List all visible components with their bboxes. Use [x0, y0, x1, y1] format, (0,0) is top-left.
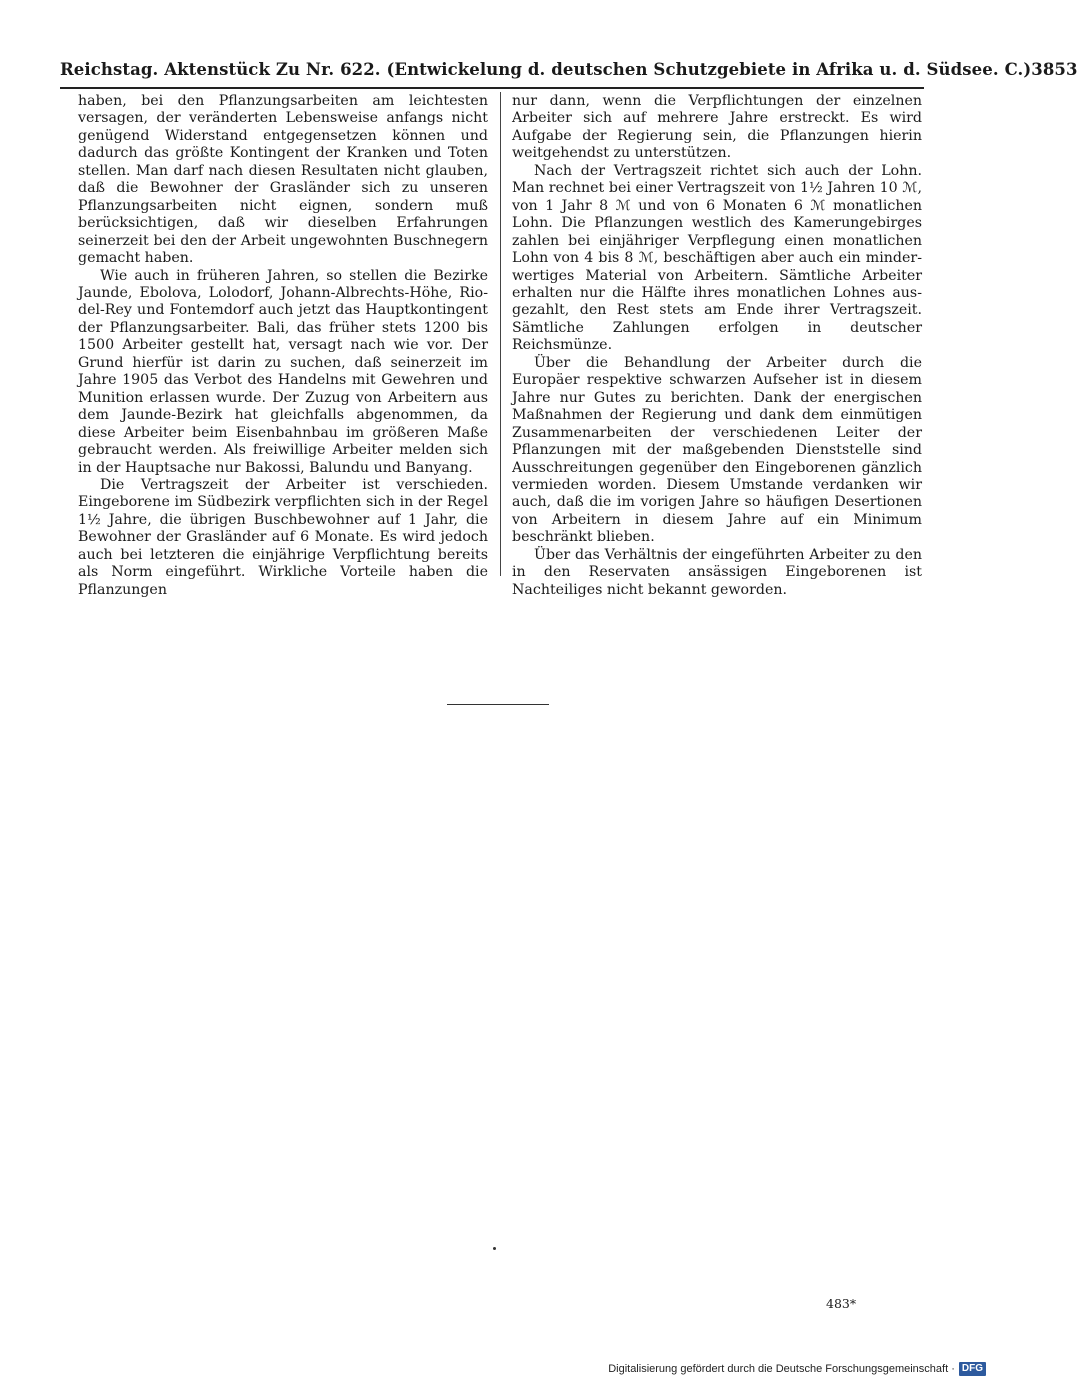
paragraph: Über die Behandlung der Arbeiter durch die Europäer respektive schwarzen Aufseher ist in diesem Jahre nur Gutes zu berichten. Dank der energischen Maßnahmen der Regierung und dank dem einmütigen Zusammenarbeiten der verschiedenen Leiter der Pflanzungen mit der maßgebenden Dienststelle sind Ausschreitungen gegenüber den Eingeborenen gänzlich vermieden worden. Diesem Umstande verdanken wir auch, daß die im vorigen Jahre so häufigen Desertionen von Arbeitern in diesem Jahre auf ein Minimum beschränkt blieben. [512, 354, 922, 546]
paragraph: Über das Verhältnis der eingeführten Arbeiter zu den in den Reservaten ansässigen Eingeborenen ist Nachteiliges nicht bekannt geworden. [512, 546, 922, 598]
paragraph: nur dann, wenn die Verpflichtungen der einzelnen Arbeiter sich auf mehrere Jahre erstreckt. Es wird Aufgabe der Regierung sein, die Pflanzungen hierin weitgehendst zu unterstützen. [512, 93, 922, 162]
dfg-logo: DFG [959, 1362, 986, 1376]
page-number: 3853 [1031, 60, 1078, 79]
sheet-signature: 483* [826, 1296, 857, 1311]
running-header [60, 60, 1078, 79]
credit-text: Digitalisierung gefördert durch die Deutsche Forschungsgemeinschaft [608, 1363, 949, 1375]
paragraph: haben, bei den Pflanzungsarbeiten am leichtesten versagen, der veränderten Lebensweise anfangs nicht genügend Widerstand entgegensetzen können und dadurch das größte Kontingent der Kranken und Toten stellen. Man darf nach diesen Resultaten nicht glauben, daß die Bewohner der Grasländer sich zu unseren Pflanzungsarbeiten nicht eignen, sondern muß berücksichtigen, daß wir dieselben Erfahrungen seinerzeit bei den der Arbeit ungewohnten Buschnegern gemacht haben. [78, 93, 488, 267]
column-divider [500, 92, 501, 576]
paragraph: Wie auch in früheren Jahren, so stellen die Bezirke Jaunde, Ebolova, Lolodorf, Johann-Albrechts-Höhe, Rio-del-Rey und Fontemdorf auch jetzt das Hauptkontingent der Pflanzungsarbeiter. Bali, das früher stets 1200 bis 1500 Arbeiter gestellt hat, versagt nach wie vor. Der Grund hierfür ist darin zu suchen, daß seinerzeit im Jahre 1905 das Verbot des Handelns mit Gewehren und Munition erlassen wurde. Der Zuzug von Arbeitern aus dem Jaunde-Bezirk hat gleichfalls abgenommen, da diese Arbeiter beim Eisenbahnbau im größeren Maße gebraucht werden. Als freiwillige Arbeiter melden sich in der Hauptsache nur Bakossi, Balundu und Banyang. [78, 267, 488, 476]
paragraph: Nach der Vertragszeit richtet sich auch der Lohn. Man rechnet bei einer Vertragszeit von 1½ Jahren 10 ℳ, von 1 Jahr 8 ℳ und von 6 Monaten 6 ℳ monatlichen Lohn. Die Pflanzungen westlich des Kamerungebirges zahlen bei einjähriger Verpflegung einen monatlichen Lohn von 4 bis 8 ℳ, beschäftigen aber auch ein minder-wertiges Material von Arbeitern. Sämtliche Arbeiter erhalten nur die Hälfte ihres monatlichen Lohnes aus-gezahlt, den Rest stets am Ende ihrer Vertragszeit. Sämtliche Zahlungen erfolgen in deutscher Reichsmünze. [512, 162, 922, 354]
digitization-credit: Digitalisierung gefördert durch die Deutsche Forschungsgemeinschaft · DFG [600, 1360, 986, 1378]
print-speck [493, 1247, 496, 1250]
right-column [512, 93, 922, 599]
section-end-rule [447, 704, 549, 705]
left-column [78, 93, 488, 599]
header-rule [60, 87, 924, 89]
paragraph: Die Vertragszeit der Arbeiter ist verschieden. Eingeborene im Südbezirk verpflichten sich in der Regel 1½ Jahre, die übrigen Buschbewohner auf 1 Jahr, die Bewohner der Grasländer auf 6 Monate. Es wird jedoch auch bei letzteren die einjährige Verpflichtung bereits als Norm eingeführt. Wirkliche Vorteile haben die Pflanzungen [78, 476, 488, 598]
header-title: Reichstag. Aktenstück Zu Nr. 622. (Entwickelung d. deutschen Schutzgebiete in Afrika u. d. Südsee. C.) [60, 60, 1032, 79]
